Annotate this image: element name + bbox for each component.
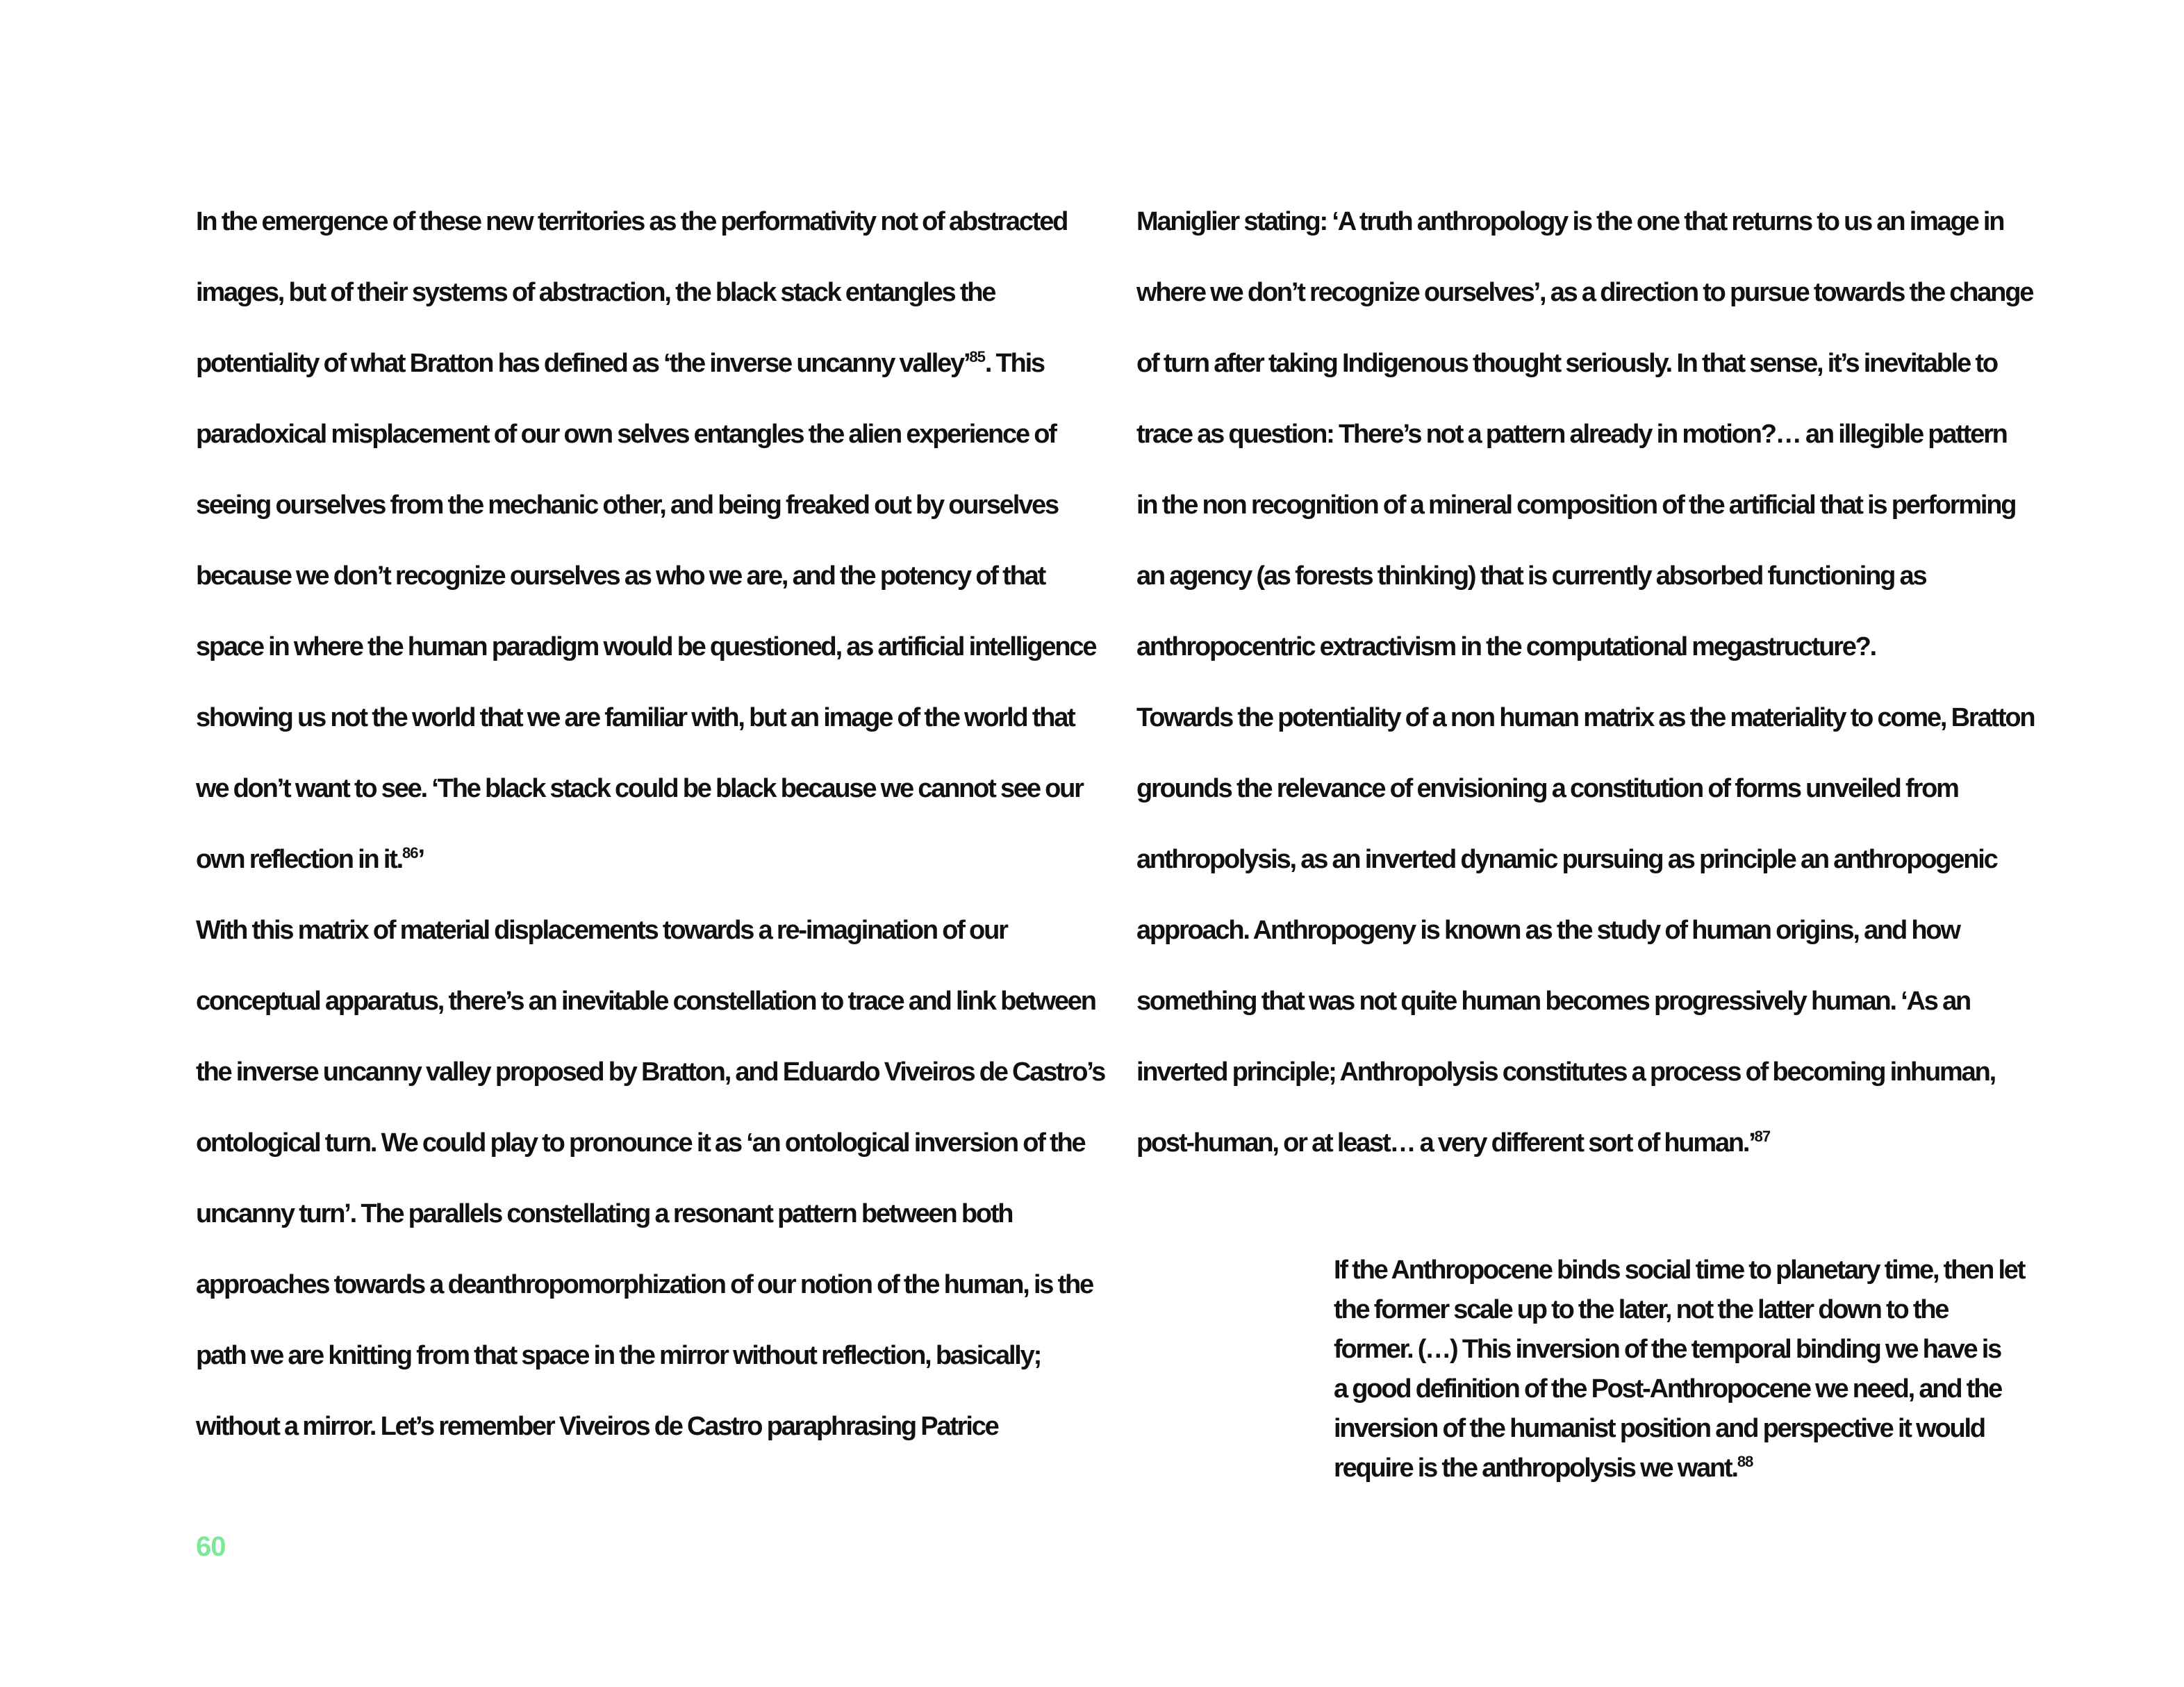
line-text-after: ’ [417, 845, 424, 874]
line-text: own reflection in it. [196, 845, 403, 874]
text-line [196, 328, 1085, 399]
line-text: require is the anthropolysis we want. [1334, 1454, 1737, 1483]
text-line: conceptual apparatus, there’s an inevitable constellation to trace and link between [196, 987, 1095, 1016]
text-line: the inverse uncanny valley proposed by Bratton, and Eduardo Viveiros de Castro’s [196, 1058, 1105, 1087]
text-line: anthropocentric extractivism in the computational megastructure?. [1136, 632, 1876, 661]
text-line: without a mirror. Let’s remember Viveiros de Castro paraphrasing Patrice [196, 1412, 998, 1441]
text-line: With this matrix of material displacements towards a re-imagination of our [196, 916, 1007, 945]
block-quote [1334, 1251, 2028, 1488]
text-line: in the non recognition of a mineral composition of the artificial that is performing [1136, 491, 2016, 520]
text-line: showing us not the world that we are familiar with, but an image of the world that [196, 703, 1075, 732]
text-line: uncanny turn’. The parallels constellating a resonant pattern between both [196, 1199, 1013, 1228]
quote-line: inversion of the humanist position and perspective it would [1334, 1414, 1985, 1443]
text-line: In the emergence of these new territories as the performativity not of abstracted [196, 207, 1068, 236]
text-line: Towards the potentiality of a non human matrix as the materiality to come, Bratton [1136, 703, 2035, 732]
quote-line [1334, 1449, 2028, 1488]
text-line: ontological turn. We could play to pronounce it as ‘an ontological inversion of the [196, 1128, 1085, 1158]
line-text: post-human, or at least… a very different sort of human.’ [1136, 1128, 1755, 1158]
text-line: because we don’t recognize ourselves as who we are, and the potency of that [196, 561, 1045, 591]
quote-line: a good definition of the Post-Anthropocene we need, and the [1334, 1374, 2002, 1404]
text-line: space in where the human paradigm would be questioned, as artificial intelligence [196, 632, 1096, 661]
text-line: approaches towards a deanthropomorphization of our notion of the human, is the [196, 1270, 1093, 1299]
quote-line: the former scale up to the later, not the latter down to the [1334, 1295, 1949, 1324]
footnote-ref-85: 85 [969, 348, 985, 365]
text-line [196, 824, 1085, 895]
right-column [1136, 186, 2035, 1178]
text-line [1136, 1108, 2026, 1178]
quote-line: If the Anthropocene binds social time to planetary time, then let [1334, 1256, 2025, 1285]
text-line: something that was not quite human becomes progressively human. ‘As an [1136, 987, 1971, 1016]
text-line: anthropolysis, as an inverted dynamic pursuing as principle an anthropogenic [1136, 845, 1997, 874]
text-line: grounds the relevance of envisioning a constitution of forms unveiled from [1136, 774, 1958, 803]
text-line: approach. Anthropogeny is known as the study of human origins, and how [1136, 916, 1960, 945]
quote-line: former. (…) This inversion of the temporal binding we have is [1334, 1335, 2001, 1364]
text-line: an agency (as forests thinking) that is currently absorbed functioning as [1136, 561, 1926, 591]
text-line: we don’t want to see. ‘The black stack could be black because we cannot see our [196, 774, 1083, 803]
page-number: 60 [196, 1531, 226, 1562]
footnote-ref-87: 87 [1754, 1128, 1771, 1145]
text-line: where we don’t recognize ourselves’, as a direction to pursue towards the change [1136, 278, 2033, 307]
text-line: inverted principle; Anthropolysis constitutes a process of becoming inhuman, [1136, 1058, 1995, 1087]
text-line: of turn after taking Indigenous thought seriously. In that sense, it’s inevitable to [1136, 349, 1997, 378]
text-line: paradoxical misplacement of our own selves entangles the alien experience of [196, 420, 1056, 449]
footnote-ref-86: 86 [402, 844, 418, 862]
text-line: images, but of their systems of abstraction, the black stack entangles the [196, 278, 995, 307]
text-line: seeing ourselves from the mechanic other, and being freaked out by ourselves [196, 491, 1058, 520]
text-line: trace as question: There’s not a pattern already in motion?… an illegible pattern [1136, 420, 2007, 449]
line-text: potentiality of what Bratton has defined as ‘the inverse uncanny valley’ [196, 349, 970, 378]
footnote-ref-88: 88 [1737, 1453, 1753, 1470]
text-line: Maniglier stating: ‘A truth anthropology is the one that returns to us an image in [1136, 207, 2004, 236]
left-column [196, 186, 1105, 1462]
line-text-after: . This [984, 349, 1044, 378]
text-line: path we are knitting from that space in the mirror without reflection, basically; [196, 1341, 1041, 1370]
